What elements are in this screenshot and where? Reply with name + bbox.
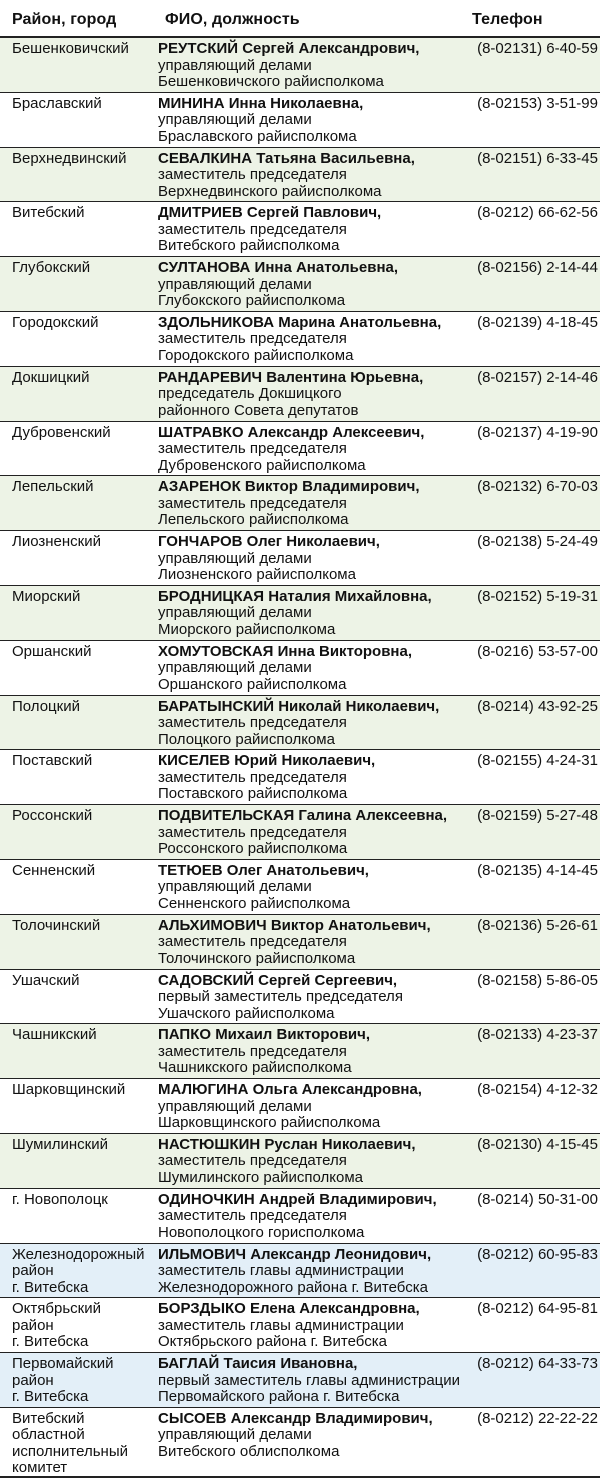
person-name: АЗАРЕНОК Виктор Владимирович, [158, 478, 420, 496]
table-row [0, 1353, 600, 1408]
fio-cell [158, 1301, 458, 1351]
position-line: Лепельского райисполкома [158, 511, 349, 529]
table-row [0, 915, 600, 970]
fio-cell [158, 41, 458, 91]
fio-cell [158, 1137, 458, 1187]
position-line: Первомайского района г. Витебска [158, 1388, 400, 1406]
fio-cell [158, 479, 458, 529]
phone-cell: (8-02156) 2-14-44 [477, 259, 598, 277]
position-line: Лиозненского райисполкома [158, 566, 356, 584]
district-line: Поставский [12, 752, 93, 770]
person-name: БРОДНИЦКАЯ Наталия Михайловна, [158, 587, 432, 605]
district-cell [12, 1192, 158, 1209]
position-line: заместитель председателя [158, 440, 347, 458]
district-cell [12, 96, 158, 113]
position-line: заместитель председателя [158, 933, 347, 951]
position-line: Верхнедвинского райисполкома [158, 182, 382, 200]
phone-cell: (8-0212) 64-33-73 [477, 1355, 598, 1373]
district-line: Полоцкий [12, 697, 80, 715]
district-line: г. Витебска [12, 1278, 89, 1296]
district-line: Толочинский [12, 916, 101, 934]
position-line: Витебского облисполкома [158, 1442, 340, 1460]
table-row [0, 202, 600, 257]
person-name: СЫСОЕВ Александр Владимирович, [158, 1409, 433, 1427]
district-line: район [12, 1316, 54, 1334]
position-line: управляющий делами [158, 111, 312, 129]
fio-cell [158, 425, 458, 475]
position-line: Витебского райисполкома [158, 237, 340, 255]
person-name: НАСТЮШКИН Руслан Николаевич, [158, 1135, 416, 1153]
district-line: Сенненский [12, 861, 96, 879]
person-name: БАГЛАЙ Таисия Ивановна, [158, 1355, 358, 1373]
district-line: областной [12, 1426, 85, 1444]
fio-cell [158, 699, 458, 749]
position-line: Городокского райисполкома [158, 346, 354, 364]
phone-cell: (8-02157) 2-14-46 [477, 368, 598, 386]
phone-cell: (8-02138) 5-24-49 [477, 533, 598, 551]
fio-cell [158, 973, 458, 1023]
fio-cell [158, 1247, 458, 1297]
table-row [0, 1298, 600, 1353]
fio-cell [158, 96, 458, 146]
phone-cell: (8-02135) 4-14-45 [477, 861, 598, 879]
fio-cell [158, 1027, 458, 1077]
phone-cell: (8-02152) 5-19-31 [477, 587, 598, 605]
district-cell [12, 644, 158, 661]
district-line: Лиозненский [12, 533, 102, 551]
fio-cell [158, 808, 458, 858]
phone-cell: (8-02151) 6-33-45 [477, 149, 598, 167]
district-line: Октябрьский [12, 1300, 101, 1318]
position-line: Октябрьского района г. Витебска [158, 1333, 387, 1351]
person-name: ХОМУТОВСКАЯ Инна Викторовна, [158, 642, 412, 660]
district-cell [12, 1356, 158, 1406]
district-cell [12, 1247, 158, 1297]
person-name: МАЛЮГИНА Ольга Александровна, [158, 1081, 422, 1099]
person-name: САДОВСКИЙ Сергей Сергеевич, [158, 971, 398, 989]
district-line: исполнительный [12, 1442, 128, 1460]
position-line: заместитель председателя [158, 330, 347, 348]
district-cell [12, 205, 158, 222]
header-district: Район, город [12, 11, 117, 28]
position-line: управляющий делами [158, 56, 312, 74]
person-name: ОДИНОЧКИН Андрей Владимирович, [158, 1190, 437, 1208]
table-row [0, 148, 600, 203]
fio-cell [158, 1411, 458, 1461]
district-line: район [12, 1371, 54, 1389]
table-row [0, 38, 600, 93]
phone-cell: (8-02154) 4-12-32 [477, 1081, 598, 1099]
position-line: Оршанского райисполкома [158, 675, 347, 693]
district-cell [12, 1301, 158, 1351]
person-name: ГОНЧАРОВ Олег Николаевич, [158, 533, 380, 551]
position-line: Полоцкого райисполкома [158, 730, 335, 748]
position-line: Шарковщинского райисполкома [158, 1114, 381, 1132]
table-row [0, 1079, 600, 1134]
position-line: Россонского райисполкома [158, 840, 348, 858]
district-line: Ушачский [12, 971, 80, 989]
phone-cell: (8-0212) 60-95-83 [477, 1245, 598, 1263]
person-name: ДМИТРИЕВ Сергей Павлович, [158, 204, 382, 222]
phone-cell: (8-02130) 4-15-45 [477, 1135, 598, 1153]
position-line: Сенненского райисполкома [158, 894, 351, 912]
person-name: СЕВАЛКИНА Татьяна Васильевна, [158, 149, 415, 167]
district-line: Первомайский [12, 1355, 114, 1373]
fio-cell [158, 1355, 461, 1406]
position-line: заместитель председателя [158, 714, 347, 732]
position-line: Глубокского райисполкома [158, 292, 346, 310]
district-line: Железнодорожный [12, 1245, 145, 1263]
district-cell [12, 41, 158, 58]
district-cell [12, 1411, 158, 1477]
table-row [0, 641, 600, 696]
person-name: БАРАТЫНСКИЙ Николай Николаевич, [158, 697, 440, 715]
person-name: СУЛТАНОВА Инна Анатольевна, [158, 259, 399, 277]
phone-cell: (8-02136) 5-26-61 [477, 916, 598, 934]
district-line: Чашникский [12, 1026, 97, 1044]
district-cell [12, 1137, 158, 1154]
phone-cell: (8-0212) 66-62-56 [477, 204, 598, 222]
district-line: г. Витебска [12, 1388, 89, 1406]
phone-cell: (8-02139) 4-18-45 [477, 313, 598, 331]
fio-cell [158, 260, 458, 310]
phone-cell: (8-02137) 4-19-90 [477, 423, 598, 441]
district-line: Городокский [12, 313, 99, 331]
district-cell [12, 479, 158, 496]
person-name: КИСЕЛЕВ Юрий Николаевич, [158, 752, 376, 770]
position-line: заместитель председателя [158, 823, 347, 841]
position-line: Железнодорожного района г. Витебска [158, 1278, 428, 1296]
fio-cell [158, 315, 458, 365]
table-row [0, 586, 600, 641]
position-line: заместитель главы администрации [158, 1316, 404, 1334]
district-cell [12, 1082, 158, 1099]
position-line: заместитель председателя [158, 1207, 347, 1225]
district-cell [12, 973, 158, 990]
table-row [0, 531, 600, 586]
phone-cell: (8-0212) 64-95-81 [477, 1300, 598, 1318]
person-name: РАНДАРЕВИЧ Валентина Юрьевна, [158, 368, 424, 386]
table-row [0, 1134, 600, 1189]
district-cell [12, 151, 158, 168]
district-line: Оршанский [12, 642, 92, 660]
fio-cell [158, 1082, 458, 1132]
person-name: МИНИНА Инна Николаевна, [158, 94, 364, 112]
district-line: Шарковщинский [12, 1081, 126, 1099]
table-row [0, 367, 600, 422]
fio-cell [158, 589, 458, 639]
position-line: заместитель председателя [158, 1152, 347, 1170]
person-name: ЗДОЛЬНИКОВА Марина Анатольевна, [158, 313, 442, 331]
table-row [0, 1024, 600, 1079]
position-line: заместитель председателя [158, 494, 347, 512]
person-name: АЛЬХИМОВИЧ Виктор Анатольевич, [158, 916, 431, 934]
fio-cell [158, 534, 458, 584]
fio-cell [158, 644, 458, 694]
position-line: управляющий делами [158, 604, 312, 622]
position-line: управляющий делами [158, 275, 312, 293]
district-cell [12, 425, 158, 442]
fio-cell [158, 918, 458, 968]
district-line: Браславский [12, 94, 102, 112]
district-line: Глубокский [12, 259, 91, 277]
district-line: Витебский [12, 1409, 85, 1427]
table-row [0, 476, 600, 531]
table-row [0, 1189, 600, 1244]
table-row [0, 970, 600, 1025]
district-line: г. Витебска [12, 1333, 89, 1351]
district-cell [12, 370, 158, 387]
position-line: первый заместитель главы администрации [158, 1371, 461, 1389]
position-line: управляющий делами [158, 549, 312, 567]
district-cell [12, 534, 158, 551]
position-line: заместитель председателя [158, 166, 347, 184]
position-line: Ушачского райисполкома [158, 1004, 335, 1022]
fio-cell [158, 1192, 458, 1242]
position-line: Дубровенского райисполкома [158, 456, 366, 474]
position-line: заместитель главы администрации [158, 1262, 404, 1280]
district-cell [12, 699, 158, 716]
position-line: первый заместитель председателя [158, 988, 403, 1006]
position-line: заместитель председателя [158, 220, 347, 238]
position-line: управляющий делами [158, 1097, 312, 1115]
phone-cell: (8-0214) 43-92-25 [477, 697, 598, 715]
district-line: Бешенковичский [12, 40, 129, 57]
person-name: РЕУТСКИЙ Сергей Александрович, [158, 40, 420, 57]
person-name: ИЛЬМОВИЧ Александр Леонидович, [158, 1245, 432, 1263]
district-line: Шумилинский [12, 1135, 109, 1153]
district-line: Россонский [12, 807, 93, 825]
person-name: ПОДВИТЕЛЬСКАЯ Галина Алексеевна, [158, 807, 448, 825]
fio-cell [158, 863, 458, 913]
position-line: Шумилинского райисполкома [158, 1168, 363, 1186]
position-line: Чашникского райисполкома [158, 1059, 352, 1077]
district-cell [12, 260, 158, 277]
district-cell [12, 808, 158, 825]
header-fio: ФИО, должность [165, 11, 300, 28]
position-line: управляющий делами [158, 878, 312, 896]
table-row [0, 696, 600, 751]
fio-cell [158, 753, 458, 803]
district-cell [12, 753, 158, 770]
district-line: Витебский [12, 204, 85, 222]
table-row [0, 312, 600, 367]
district-line: район [12, 1262, 54, 1280]
table-row [0, 422, 600, 477]
person-name: ТЕТЮЕВ Олег Анатольевич, [158, 861, 369, 879]
phone-cell: (8-02131) 6-40-59 [477, 40, 598, 57]
position-line: районного Совета депутатов [158, 401, 359, 419]
phone-cell: (8-02153) 3-51-99 [477, 94, 598, 112]
phone-cell: (8-0216) 53-57-00 [477, 642, 598, 660]
district-cell [12, 918, 158, 935]
district-line: г. Новополоцк [12, 1190, 108, 1208]
district-cell [12, 589, 158, 606]
fio-cell [158, 205, 458, 255]
district-line: комитет [12, 1459, 68, 1477]
fio-cell [158, 370, 458, 420]
position-line: Браславского райисполкома [158, 127, 357, 145]
table-row [0, 750, 600, 805]
district-line: Дубровенский [12, 423, 111, 441]
position-line: Миорского райисполкома [158, 620, 336, 638]
position-line: заместитель председателя [158, 1042, 347, 1060]
phone-cell: (8-02155) 4-24-31 [477, 752, 598, 770]
district-cell [12, 1027, 158, 1044]
position-line: Толочинского райисполкома [158, 949, 356, 967]
position-line: Бешенковичского райисполкома [158, 73, 384, 90]
position-line: управляющий делами [158, 1426, 312, 1444]
phone-cell: (8-02158) 5-86-05 [477, 971, 598, 989]
phone-cell: (8-02132) 6-70-03 [477, 478, 598, 496]
table-header [0, 0, 600, 38]
position-line: Новополоцкого горисполкома [158, 1223, 365, 1241]
fio-cell [158, 151, 458, 201]
district-line: Верхнедвинский [12, 149, 127, 167]
position-line: управляющий делами [158, 659, 312, 677]
table-row [0, 860, 600, 915]
person-name: ШАТРАВКО Александр Алексеевич, [158, 423, 425, 441]
phone-cell: (8-0212) 22-22-22 [477, 1409, 598, 1427]
table-row [0, 1244, 600, 1299]
table-row [0, 257, 600, 312]
table-row [0, 1408, 600, 1478]
table-body [0, 38, 600, 1478]
district-line: Миорский [12, 587, 81, 605]
person-name: БОРЗДЫКО Елена Александровна, [158, 1300, 420, 1318]
person-name: ПАПКО Михаил Викторович, [158, 1026, 371, 1044]
district-line: Докшицкий [12, 368, 90, 386]
table-row [0, 805, 600, 860]
table-row [0, 93, 600, 148]
district-line: Лепельский [12, 478, 94, 496]
district-cell [12, 863, 158, 880]
phone-cell: (8-02159) 5-27-48 [477, 807, 598, 825]
district-cell [12, 315, 158, 332]
position-line: Поставского райисполкома [158, 785, 348, 803]
position-line: председатель Докшицкого [158, 385, 342, 403]
phone-cell: (8-0214) 50-31-00 [477, 1190, 598, 1208]
header-phone: Телефон [472, 11, 543, 28]
phone-cell: (8-02133) 4-23-37 [477, 1026, 598, 1044]
position-line: заместитель председателя [158, 768, 347, 786]
